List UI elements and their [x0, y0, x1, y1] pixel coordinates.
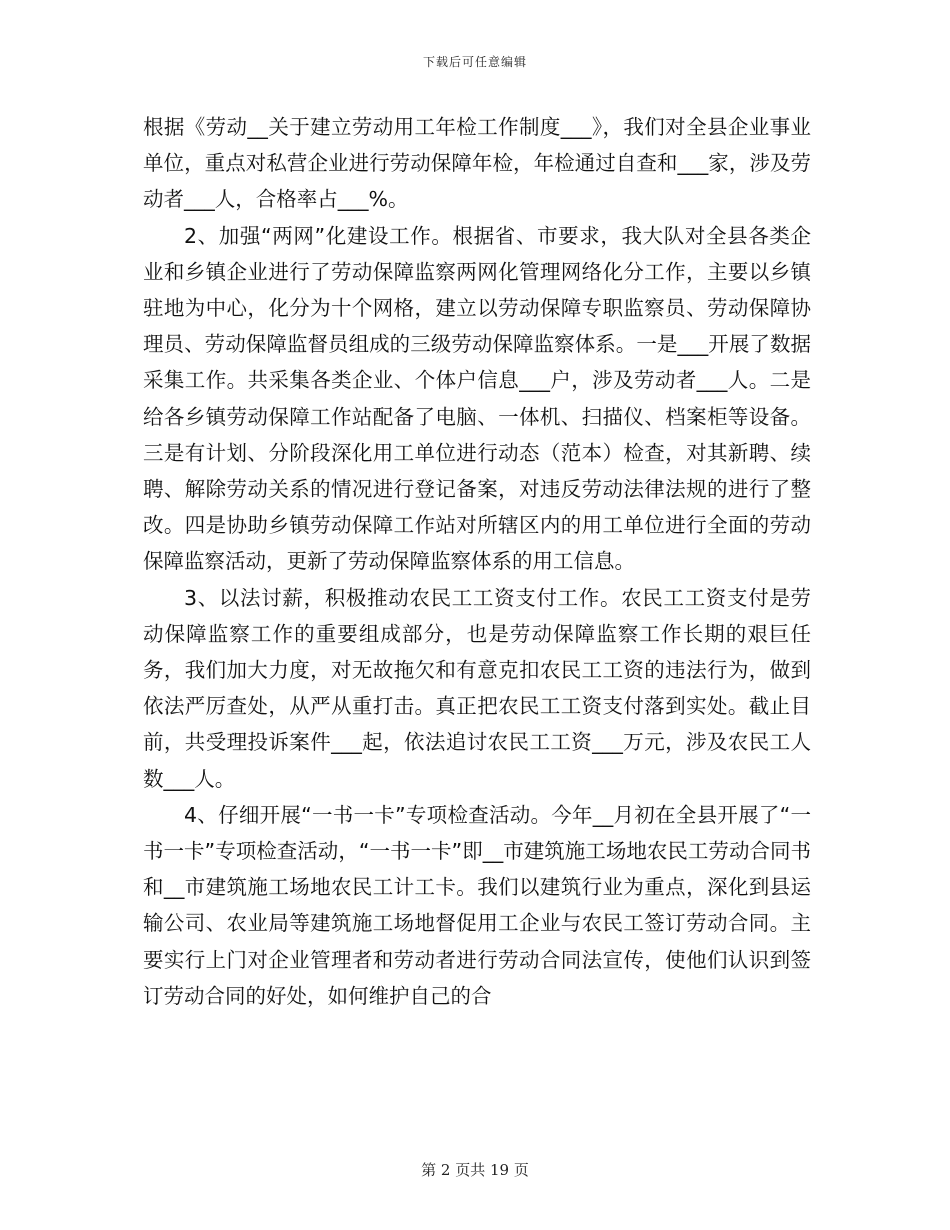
- page-footer: 第 2 页共 19 页: [421, 1161, 529, 1179]
- paragraph-annual-inspection: 根据《劳动__关于建立劳动用工年检工作制度___》，我们对全县企业事业单位，重点对私营企业进行劳动保障年检，年检通过自查和___家，涉及劳动者___人，合格率占___%。: [143, 115, 811, 212]
- document-body: [143, 109, 811, 1014]
- page-header: 下载后可任意编辑: [422, 55, 527, 69]
- paragraph-one-book-one-card: 4、仔细开展“一书一卡”专项检查活动。今年__月初在全县开展了“一书一卡”专项检查活动，“一书一卡”即__市建筑施工场地农民工劳动合同书和__市建筑施工场地农民工计工卡。我们以建筑行业为重点，深化到县运输公司、农业局等建筑施工场地督促用工企业与农民工签订劳动合同。主要实行上门对企业管理者和劳动者进行劳动合同法宣传，使他们认识到签订劳动合同的好处，如何维护自己的合: [143, 802, 811, 1008]
- paragraph-two-networks: 2、加强“两网”化建设工作。根据省、市要求，我大队对全县各类企业和乡镇企业进行了劳动保障监察两网化管理网络化分工作，主要以乡镇驻地为中心，化分为十个网格，建立以劳动保障专职监察员、劳动保障协理员、劳动保障监督员组成的三级劳动保障监察体系。一是___开展了数据采集工作。共采集各类企业、个体户信息___户，涉及劳动者___人。二是给各乡镇劳动保障工作站配备了电脑、一体机、扫描仪、档案柜等设备。三是有计划、分阶段深化用工单位进行动态（范本）检查，对其新聘、续聘、解除劳动关系的情况进行登记备案，对违反劳动法律法规的进行了整改。四是协助乡镇劳动保障工作站对所辖区内的用工单位进行全面的劳动保障监察活动，更新了劳动保障监察体系的用工信息。: [143, 223, 811, 574]
- paragraph-wage-payment: 3、以法讨薪，积极推动农民工工资支付工作。农民工工资支付是劳动保障监察工作的重要组成部分，也是劳动保障监察工作长期的艰巨任务，我们加大力度，对无故拖欠和有意克扣农民工工资的违法行为，做到依法严厉查处，从严从重打击。真正把农民工工资支付落到实处。截止目前，共受理投诉案件___起，依法追讨农民工工资___万元，涉及农民工人数___人。: [143, 585, 811, 791]
